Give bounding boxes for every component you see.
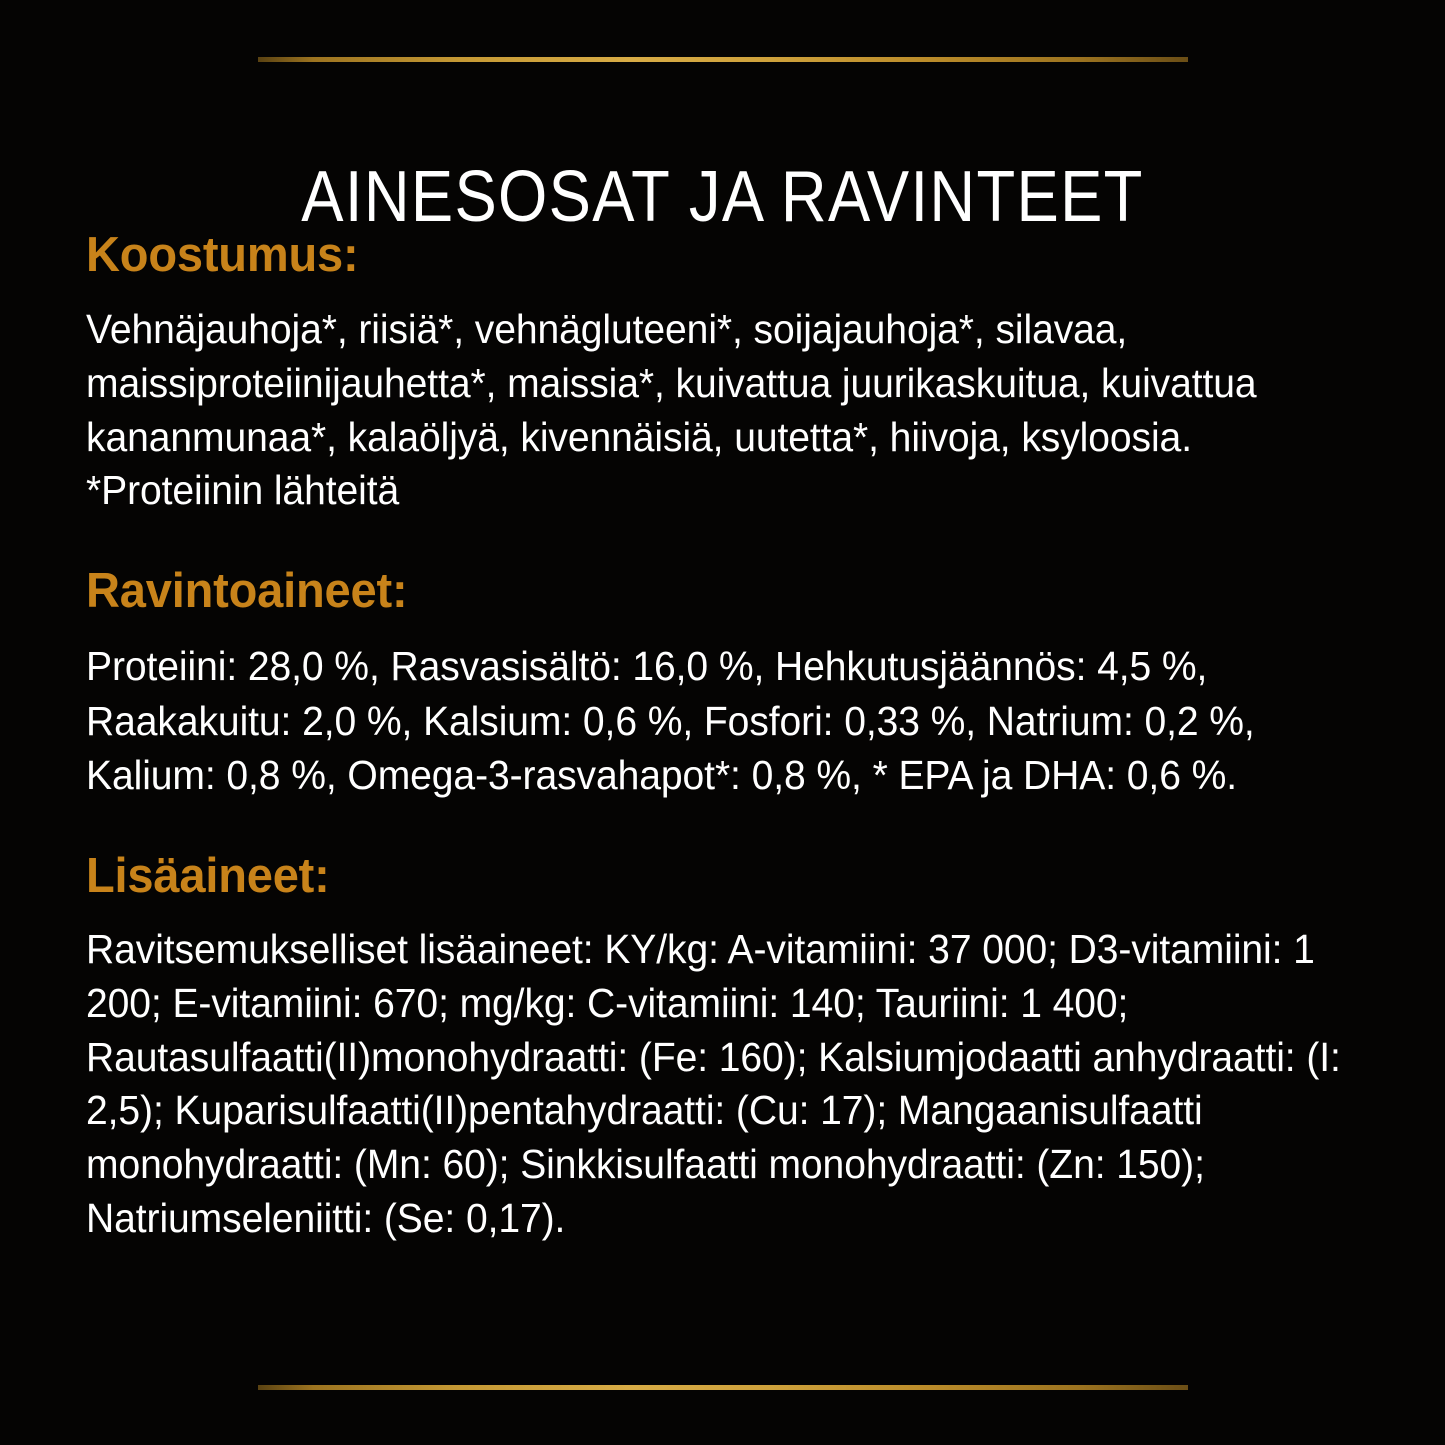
section-composition xyxy=(86,228,1376,518)
section-body-analytical-constituents: Proteiini: 28,0 %, Rasvasisältö: 16,0 %, Hehkutusjäännös: 4,5 %, Raakakuitu: 2,0 %, Kalsium: 0,6 %, Fosfori: 0,33 %, Natrium: 0,2 %, Kalium: 0,8 %, Omega-3-rasvahapot*: 0,8 %, * EPA ja DHA: 0,6 %. xyxy=(86,643,1255,799)
section-body-composition: Vehnäjauhoja*, riisiä*, vehnägluteeni*, soijajauhoja*, silavaa, maissiproteiinijauhetta*, maissia*, kuivattua juurikaskuitua, kuivattua kananmunaa*, kalaöljyä, kivennäisiä, uutetta*, hiivoja, ksyloosia. *Proteiinin lähteitä xyxy=(86,305,1257,514)
section-heading-analytical-constituents: Ravintoaineet: xyxy=(86,564,408,619)
section-additives xyxy=(86,849,1376,1246)
section-heading-composition: Koostumus: xyxy=(86,228,359,282)
bottom-gold-divider xyxy=(258,1385,1188,1390)
section-heading-additives: Lisäaineet: xyxy=(86,848,330,903)
section-analytical-constituents xyxy=(86,564,1376,802)
section-body-additives: Ravitsemukselliset lisäaineet: KY/kg: A-vitamiini: 37 000; D3-vitamiini: 1 200; E-vitamiini: 670; mg/kg: C-vitamiini: 140; Tauriini: 1 400; Rautasulfaatti(II)monohydraatti: (Fe: 160); Kalsiumjodaatti anhydraatti: (I: 2,5); Kuparisulfaatti(II)pentahydraatti: (Cu: 17); Mangaanisulfaatti monohydraatti: (Mn: 60); Sinkkisulfaatti monohydraatti: (Zn: 150); Natriumseleniitti: (Se: 0,17). xyxy=(86,926,1341,1241)
top-gold-divider xyxy=(258,57,1188,62)
page-title: AINESOSAT JA RAVINTEET xyxy=(301,157,1144,238)
content-column xyxy=(86,228,1376,1245)
